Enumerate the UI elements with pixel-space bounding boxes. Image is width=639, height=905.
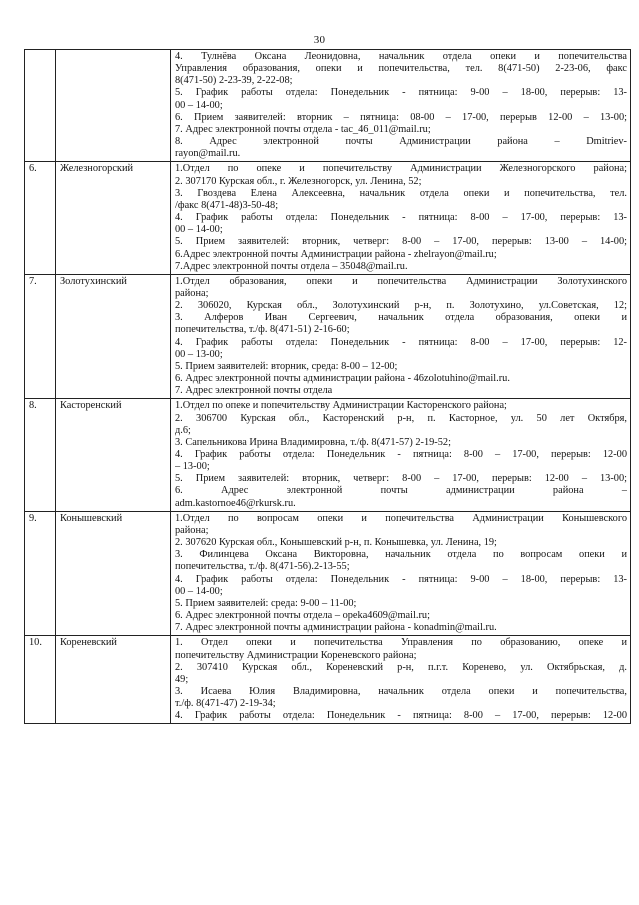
district-name: Кореневский [56,636,171,724]
guardianship-offices-table [24,49,631,724]
detail-line: 4. График работы отдела: Понедельник - пятница: 8-00 – 17-00, перерыв: 12-00 [175,710,627,722]
detail-line: попечительства, т./ф. 8(471-56).2-13-55; [175,561,350,573]
office-details [171,511,631,636]
district-name: Касторенский [56,399,171,511]
row-number [25,50,56,162]
detail-line: т./ф. 8(471-47) 2-19-34; [175,698,276,710]
table-row [25,636,631,724]
detail-line: 49; [175,673,189,685]
detail-line: района; [175,287,209,299]
detail-line: 4. График работы отдела: Понедельник - пятница: 8-00 – 17-00, перерыв: 12- [175,336,627,348]
office-details [171,162,631,274]
detail-line: 1. Отдел опеки и попечительства Управления по образованию, опеке и [175,637,627,649]
detail-line: 8(471-50) 2-23-39, 2-22-08; [175,75,293,87]
detail-line: 00 – 14-00; [175,99,223,111]
table-row [25,274,631,399]
row-number: 10. [25,636,56,724]
detail-line: 4. График работы отдела: Понедельник - пятница: 8-00 – 17-00, перерыв: 12-00 [175,449,627,460]
detail-line: Управления образования, опеки и попечительства, тел. 8(471-50) 2-23-06, факс [175,63,627,75]
detail-line: 7. Адрес электронной почты администрации района - konadmin@mail.ru. [175,622,497,634]
detail-line: 7. Адрес электронной почты отдела [175,385,333,397]
office-details [171,50,631,162]
detail-line: 1.Отдел образования, опеки и попечительства Администрации Золотухинского [175,275,627,287]
detail-line: 6. Прием заявителей: вторник – пятница: 08-00 – 17-00, перерыв 12-00 – 13-00; [175,111,627,123]
district-name: Железногорский [56,162,171,274]
row-number: 7. [25,274,56,399]
detail-line: 5. Прием заявителей: среда: 9-00 – 11-00; [175,597,357,609]
table-row [25,511,631,636]
detail-line: 1.Отдел по опеке и попечительству Администрации Касторенского района; [175,400,507,412]
detail-line: 6. Адрес электронной почты отдела – opeka4609@mail.ru; [175,610,430,622]
page-number: 30 [313,34,326,46]
detail-line: 7. Адрес электронной почты отдела - tac_46_011@mail.ru; [175,123,431,135]
detail-line: 5. Прием заявителей: вторник, среда: 8-00 – 12-00; [175,360,398,372]
detail-line: 2. 306020, Курская обл., Золотухинский р-н, п. Золотухино, ул.Советская, 12; [175,300,627,312]
detail-line: /факс 8(471-48)3-50-48; [175,199,279,211]
detail-line: 2. 307410 Курская обл., Кореневский р-н, п.г.т. Коренево, ул. Октябрьская, д. [175,661,627,673]
district-name: Золотухинский [56,274,171,399]
detail-line: 4. График работы отдела: Понедельник - пятница: 9-00 – 18-00, перерыв: 13- [175,573,627,585]
office-details [171,399,631,511]
table-row [25,50,631,162]
detail-line: 7.Адрес электронной почты отдела – 35048@mail.ru. [175,260,408,272]
detail-line: района; [175,524,209,536]
row-number: 8. [25,399,56,511]
detail-line: adm.kastornoe46@rkursk.ru. [175,497,296,509]
office-details [171,274,631,399]
detail-line: – 13-00; [175,461,210,473]
detail-line: попечительству Администрации Кореневского района; [175,649,417,661]
table-body [25,50,631,724]
detail-line: 5. Прием заявителей: вторник, четверг: 8-00 – 17-00, перерыв: 12-00 – 13-00; [175,473,627,485]
detail-line: 00 – 13-00; [175,348,223,360]
detail-line: 6.Адрес электронной почты Администрации района - zhelrayon@mail.ru; [175,248,497,260]
detail-line: 2. 306700 Курская обл., Касторенский р-н, п. Касторное, ул. 50 лет Октября, [175,412,627,424]
district-name: Конышевский [56,511,171,636]
detail-line: 6. Адрес электронной почты администрации района – [175,485,627,497]
detail-line: 4. Тулнёва Оксана Леонидовна, начальник отдела опеки и попечительства [175,51,627,62]
detail-line: 6. Адрес электронной почты администрации района - 46zolotuhino@mail.ru. [175,373,510,385]
detail-line: 3. Исаева Юлия Владимировна, начальник отдела опеки и попечительства, [175,685,627,697]
detail-line: попечительства, т./ф. 8(471-51) 2-16-60; [175,324,350,336]
row-number: 9. [25,511,56,636]
detail-line: 2. 307620 Курская обл., Конышевский р-н, п. Конышевка, ул. Ленина, 19; [175,537,497,549]
detail-line: 2. 307170 Курская обл., г. Железногорск, ул. Ленина, 52; [175,175,422,187]
detail-line: 3. Сапельникова Ирина Владимировна, т./ф. 8(471-57) 2-19-52; [175,436,451,448]
detail-line: 00 – 14-00; [175,224,223,236]
detail-line: д.6; [175,424,191,436]
row-number: 6. [25,162,56,274]
detail-line: 4. График работы отдела: Понедельник - пятница: 8-00 – 17-00, перерыв: 13- [175,212,627,224]
district-name [56,50,171,162]
detail-line: 00 – 14-00; [175,585,223,597]
detail-line: rayon@mail.ru. [175,148,241,160]
detail-line: 5. Прием заявителей: вторник, четверг: 8-00 – 17-00, перерыв: 13-00 – 14-00; [175,236,627,248]
detail-line: 1.Отдел по вопросам опеки и попечительства Администрации Конышевского [175,512,627,524]
table-row [25,399,631,511]
detail-line: 3. Филинцева Оксана Викторовна, начальник отдела по вопросам опеки и [175,549,627,561]
detail-line: 3. Алферов Иван Сергеевич, начальник отдела образования, опеки и [175,312,627,324]
office-details [171,636,631,724]
detail-line: 8. Адрес электронной почты Администрации района – Dmitriev- [175,136,627,148]
table-row [25,162,631,274]
detail-line: 3. Гвоздева Елена Алексеевна, начальник отдела опеки и попечительства, тел. [175,187,627,199]
detail-line: 5. График работы отдела: Понедельник - пятница: 9-00 – 18-00, перерыв: 13- [175,87,627,99]
detail-line: 1.Отдел по опеке и попечительству Администрации Железногорского района; [175,163,627,175]
